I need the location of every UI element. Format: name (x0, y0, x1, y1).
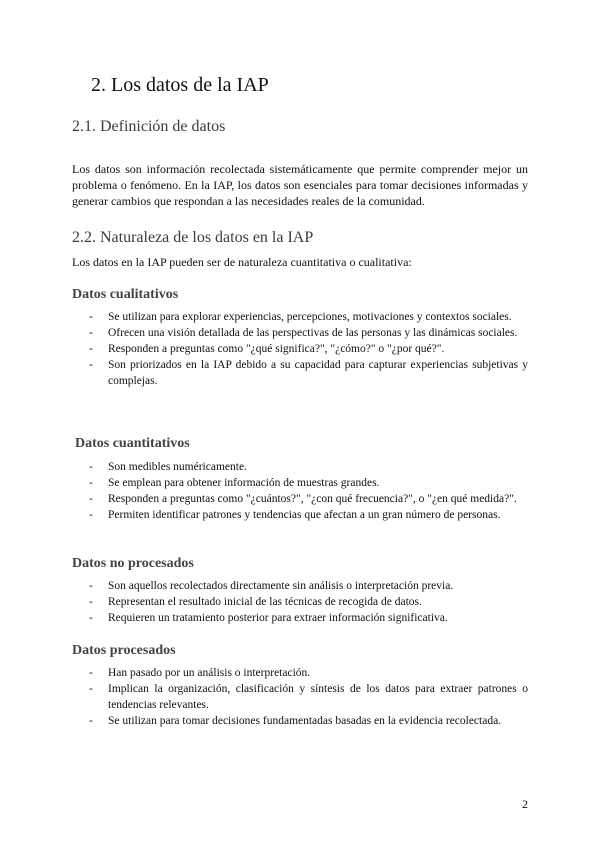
definition-paragraph: Los datos son información recolectada sistemáticamente que permite comprender mejor un problema o fenómeno. En la IAP, los datos son esenciales para tomar decisiones informadas y generar cambios que respondan a las necesidades reales de la comunidad. (72, 162, 528, 208)
section-title-nature: 2.2. Naturaleza de los datos en la IAP (72, 229, 314, 246)
list-item: - Responden a preguntas como "¿qué significa?", "¿cómo?" o "¿por qué?". (89, 343, 445, 355)
list-item: - Se utilizan para tomar decisiones fundamentadas basadas en la evidencia recolectada. (89, 715, 502, 727)
list-item: - Son priorizados en la IAP debido a su capacidad para capturar experiencias subjetivas y complejas. (89, 359, 528, 387)
heading-quantitative: Datos cuantitativos (75, 436, 190, 451)
heading-qualitative: Datos cualitativos (72, 287, 179, 302)
list-item: - Se utilizan para explorar experiencias, percepciones, motivaciones y contextos sociales. (89, 311, 512, 323)
list-item: - Permiten identificar patrones y tendencias que afectan a un gran número de personas. (89, 509, 501, 521)
unprocessed-list (72, 578, 528, 626)
list-item: - Representan el resultado inicial de las técnicas de recogida de datos. (89, 596, 422, 608)
list-item: - Responden a preguntas como "¿cuántos?", "¿con qué frecuencia?", o "¿en qué medida?". (89, 493, 517, 505)
processed-list (72, 665, 528, 729)
list-item: - Requieren un tratamiento posterior para extraer información significativa. (89, 612, 448, 624)
heading-unprocessed: Datos no procesados (72, 556, 194, 571)
list-item: - Son medibles numéricamente. (89, 461, 247, 473)
quantitative-list (72, 459, 528, 523)
chapter-title: 2. Los datos de la IAP (91, 74, 269, 96)
list-item: - Son aquellos recolectados directamente sin análisis o interpretación previa. (89, 580, 454, 592)
list-item: - Han pasado por un análisis o interpretación. (89, 667, 311, 679)
qualitative-list (72, 309, 528, 389)
section-title-definition: 2.1. Definición de datos (72, 118, 226, 135)
list-item: - Ofrecen una visión detallada de las perspectivas de las personas y las dinámicas sociales. (89, 327, 518, 339)
list-item: - Se emplean para obtener información de muestras grandes. (89, 477, 380, 489)
nature-intro: Los datos en la IAP pueden ser de naturaleza cuantitativa o cualitativa: (72, 255, 412, 269)
page-number: 2 (522, 797, 528, 811)
list-item: - Implican la organización, clasificación y síntesis de los datos para extraer patrones o tendencias relevantes. (89, 683, 528, 711)
heading-processed: Datos procesados (72, 643, 176, 658)
